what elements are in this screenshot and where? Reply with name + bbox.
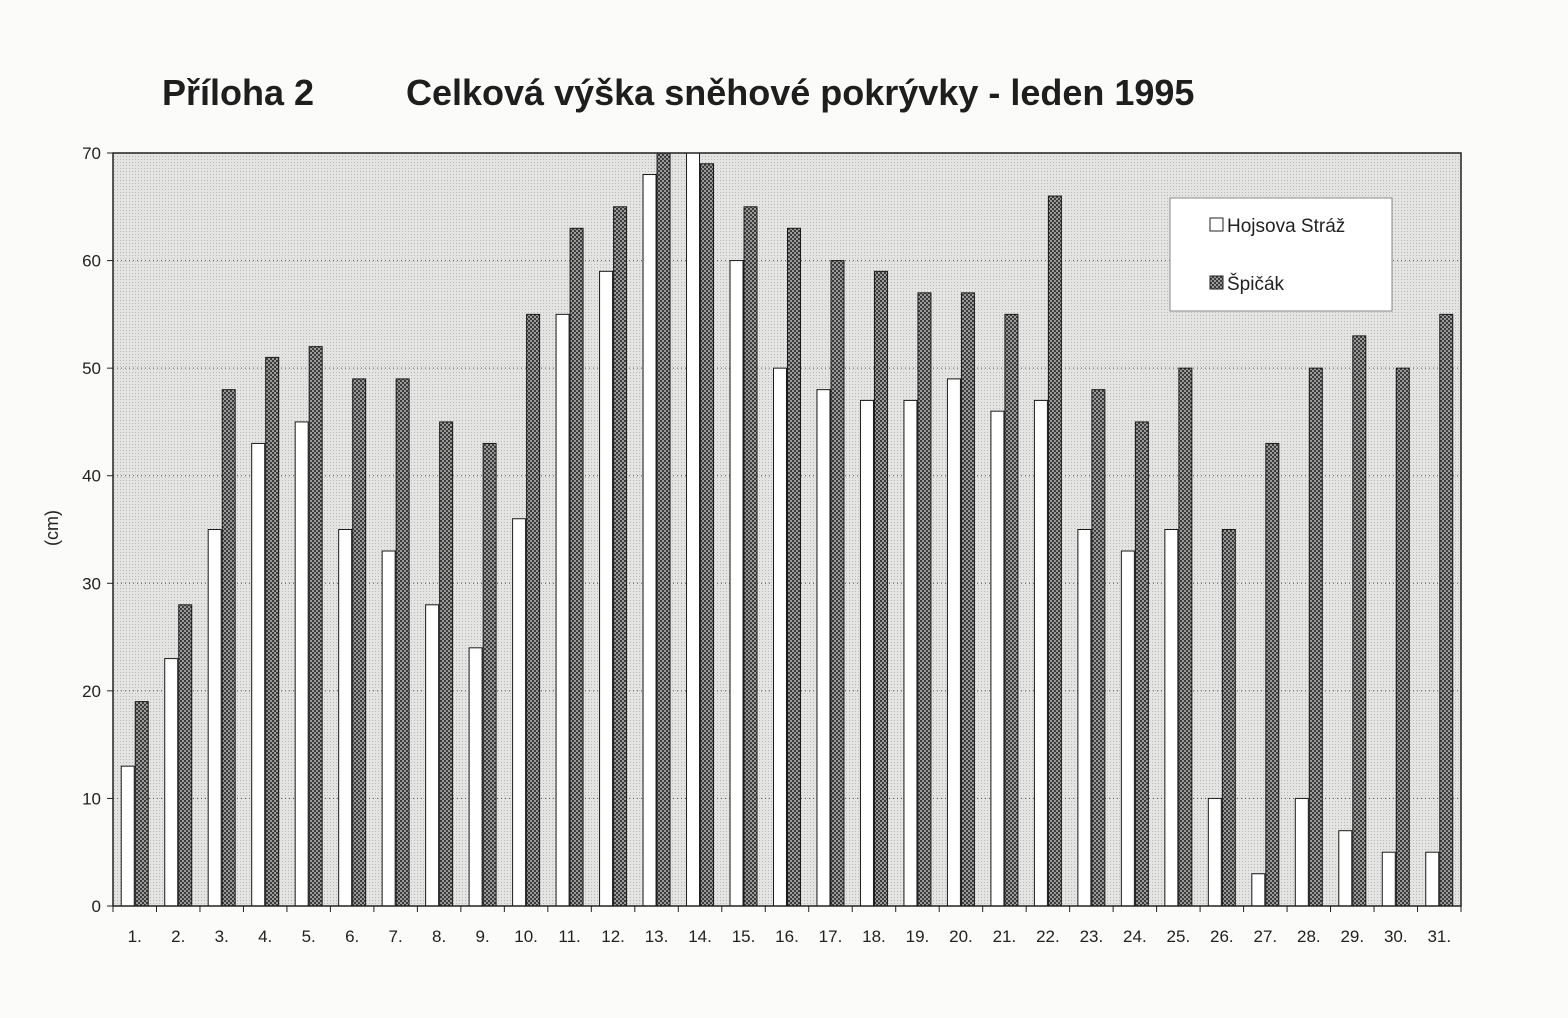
- bar-spicak: [614, 207, 627, 906]
- bar-spicak: [135, 702, 148, 906]
- bar-spicak: [1309, 368, 1322, 906]
- x-tick-label: 16.: [775, 927, 799, 946]
- bar-spicak: [570, 228, 583, 906]
- y-tick-label: 10: [82, 789, 101, 809]
- bar-spicak: [1396, 368, 1409, 906]
- y-tick-label: 30: [82, 574, 101, 594]
- bar-hojsova-straz: [1339, 831, 1352, 906]
- bar-spicak: [309, 347, 322, 906]
- bar-hojsova-straz: [600, 271, 613, 906]
- x-tick-label: 15.: [731, 927, 756, 946]
- bar-hojsova-straz: [860, 400, 873, 906]
- bar-spicak: [1048, 196, 1061, 906]
- bar-hojsova-straz: [1034, 400, 1047, 906]
- legend-label-hojsova: Hojsova Stráž: [1227, 216, 1346, 237]
- y-tick-label: 50: [82, 359, 101, 379]
- bar-hojsova-straz: [208, 530, 221, 907]
- bar-hojsova-straz: [817, 390, 830, 906]
- bar-spicak: [396, 379, 409, 906]
- bar-spicak: [440, 422, 453, 906]
- x-tick-label: 3.: [214, 927, 229, 946]
- bar-spicak: [657, 153, 670, 906]
- bar-spicak: [1440, 314, 1453, 906]
- bar-spicak: [961, 293, 974, 906]
- y-tick-label: 0: [91, 897, 101, 916]
- y-tick-label: 20: [82, 681, 101, 701]
- bar-hojsova-straz: [252, 443, 265, 906]
- x-tick-label: 27.: [1253, 927, 1278, 946]
- legend-swatch-hojsova: [1210, 218, 1223, 231]
- x-tick-label: 2.: [171, 927, 186, 946]
- bar-spicak: [483, 443, 496, 906]
- bar-hojsova-straz: [513, 519, 526, 906]
- x-tick-label: 17.: [818, 927, 843, 946]
- legend-label-spicak: Špičák: [1227, 274, 1285, 295]
- bar-hojsova-straz: [426, 605, 439, 906]
- y-axis: [82, 144, 113, 916]
- x-tick-label: 7.: [388, 927, 403, 946]
- y-tick-label: 60: [82, 251, 101, 271]
- x-tick-label: 22.: [1036, 927, 1060, 946]
- y-axis-label: (cm): [42, 510, 62, 546]
- legend: [1170, 198, 1392, 311]
- x-tick-label: 9.: [475, 927, 490, 946]
- x-tick-label: 10.: [514, 927, 538, 946]
- y-tick-label: 70: [82, 144, 101, 163]
- x-tick-label: 20.: [949, 927, 973, 946]
- x-tick-label: 25.: [1166, 927, 1191, 946]
- bar-spicak: [527, 314, 540, 906]
- x-tick-label: 13.: [644, 927, 669, 946]
- bar-hojsova-straz: [339, 530, 352, 907]
- bar-spicak: [701, 164, 714, 906]
- x-tick-label: 29.: [1340, 927, 1365, 946]
- chart-title: Celková výška sněhové pokrývky - leden 1995: [406, 72, 1195, 113]
- bar-hojsova-straz: [165, 659, 178, 906]
- x-tick-label: 5.: [301, 927, 316, 946]
- bar-hojsova-straz: [774, 368, 787, 906]
- x-tick-label: 31.: [1427, 927, 1452, 946]
- x-tick-label: 21.: [992, 927, 1017, 946]
- bar-spicak: [179, 605, 192, 906]
- x-tick-label: 6.: [345, 927, 360, 946]
- bar-spicak: [918, 293, 931, 906]
- bar-hojsova-straz: [556, 314, 569, 906]
- bar-hojsova-straz: [1121, 551, 1134, 906]
- bar-spicak: [1005, 314, 1018, 906]
- x-tick-label: 14.: [688, 927, 712, 946]
- bar-hojsova-straz: [1382, 852, 1395, 906]
- bar-hojsova-straz: [1426, 852, 1439, 906]
- bar-hojsova-straz: [730, 261, 743, 906]
- x-tick-label: 23.: [1079, 927, 1104, 946]
- bar-hojsova-straz: [947, 379, 960, 906]
- x-tick-label: 26.: [1210, 927, 1234, 946]
- bar-hojsova-straz: [1295, 798, 1308, 906]
- bar-spicak: [1179, 368, 1192, 906]
- bar-spicak: [1092, 390, 1105, 906]
- legend-swatch-spicak: [1210, 276, 1223, 289]
- bar-spicak: [788, 228, 801, 906]
- bar-hojsova-straz: [1252, 874, 1265, 906]
- x-axis: [113, 906, 1461, 946]
- bar-hojsova-straz: [295, 422, 308, 906]
- bar-hojsova-straz: [991, 411, 1004, 906]
- x-tick-label: 1.: [127, 927, 142, 946]
- bar-spicak: [874, 271, 887, 906]
- bar-hojsova-straz: [469, 648, 482, 906]
- bar-spicak: [1353, 336, 1366, 906]
- bar-hojsova-straz: [382, 551, 395, 906]
- y-tick-label: 40: [82, 466, 101, 486]
- x-tick-label: 8.: [432, 927, 447, 946]
- x-tick-label: 12.: [601, 927, 625, 946]
- x-tick-label: 19.: [905, 927, 930, 946]
- bar-spicak: [744, 207, 757, 906]
- bar-hojsova-straz: [687, 153, 700, 906]
- x-tick-label: 30.: [1383, 927, 1408, 946]
- bar-spicak: [266, 357, 279, 906]
- bar-spicak: [831, 261, 844, 906]
- bar-hojsova-straz: [1208, 798, 1221, 906]
- bar-hojsova-straz: [1165, 530, 1178, 907]
- bar-spicak: [1222, 530, 1235, 907]
- bar-spicak: [1266, 443, 1279, 906]
- x-tick-label: 11.: [558, 927, 581, 946]
- x-tick-label: 18.: [862, 927, 886, 946]
- bar-hojsova-straz: [904, 400, 917, 906]
- bar-spicak: [353, 379, 366, 906]
- x-tick-label: 28.: [1296, 927, 1321, 946]
- bar-hojsova-straz: [1078, 530, 1091, 907]
- bar-spicak: [222, 390, 235, 906]
- bar-hojsova-straz: [643, 175, 656, 906]
- x-tick-label: 24.: [1123, 927, 1147, 946]
- x-tick-label: 4.: [258, 927, 273, 946]
- bar-hojsova-straz: [121, 766, 134, 906]
- appendix-label: Příloha 2: [162, 72, 315, 113]
- bar-spicak: [1135, 422, 1148, 906]
